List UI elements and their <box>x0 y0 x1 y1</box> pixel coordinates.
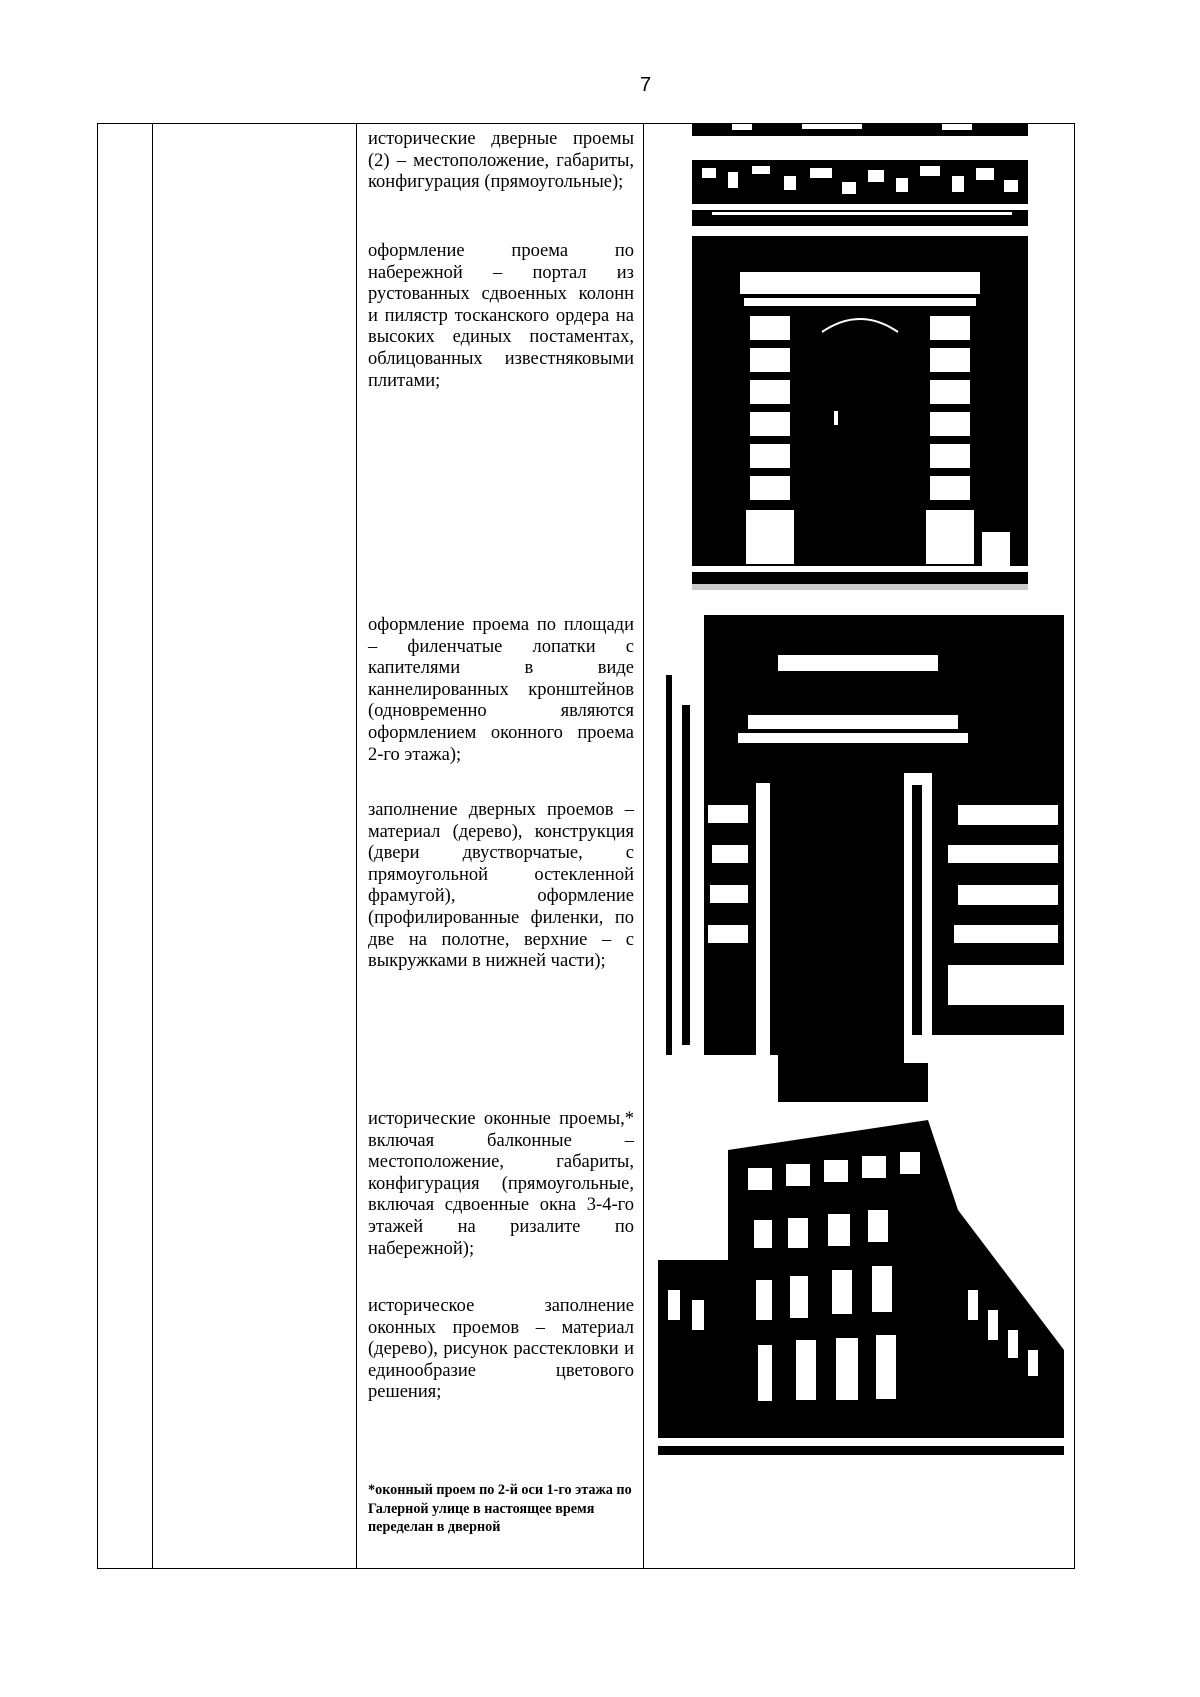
column-divider-2 <box>356 124 357 1568</box>
square-entrance-door-photo <box>658 615 1064 1102</box>
paragraph-window-filling: историческое заполнение оконных проемов – материал (дерево), рисунок расстекловки и единообразие цветового решения; <box>368 1296 634 1403</box>
page-number: 7 <box>640 74 652 96</box>
paragraph-door-filling: заполнение дверных проемов – материал (дерево), конструкция (двери двустворчатые, с прямоугольной остекленной фрамугой), оформление (профилированные филенки, по две на полотне, верхние – с выкружками в нижней части); <box>368 800 634 972</box>
facade-frieze-photo <box>692 124 1028 226</box>
embankment-portal-photo <box>692 236 1028 590</box>
column-divider-1 <box>152 124 153 1568</box>
corner-building-facade-photo <box>658 1120 1064 1455</box>
paragraph-door-openings: исторические дверные проемы (2) – местоположение, габариты, конфигурация (прямоугольные); <box>368 129 634 193</box>
paragraph-embankment-portal: оформление проема по набережной – портал из рустованных сдвоенных колонн и пилястр тосканского ордера на высоких единых постаментах, облицованных известняковыми плитами; <box>368 241 634 391</box>
document-table <box>97 123 1075 1569</box>
column-divider-3 <box>643 124 644 1568</box>
paragraph-square-opening: оформление проема по площади – филенчатые лопатки с капителями в виде каннелированных кронштейнов (одновременно являются оформлением оконного проема 2-го этажа); <box>368 615 634 765</box>
paragraph-window-openings: исторические оконные проемы,* включая балконные – местоположение, габариты, конфигурация (прямоугольные, включая сдвоенные окна 3-4-го этажей на ризалите по набережной); <box>368 1109 634 1259</box>
footnote: *оконный проем по 2-й оси 1-го этажа по Галерной улице в настоящее время переделан в дверной <box>368 1482 632 1535</box>
